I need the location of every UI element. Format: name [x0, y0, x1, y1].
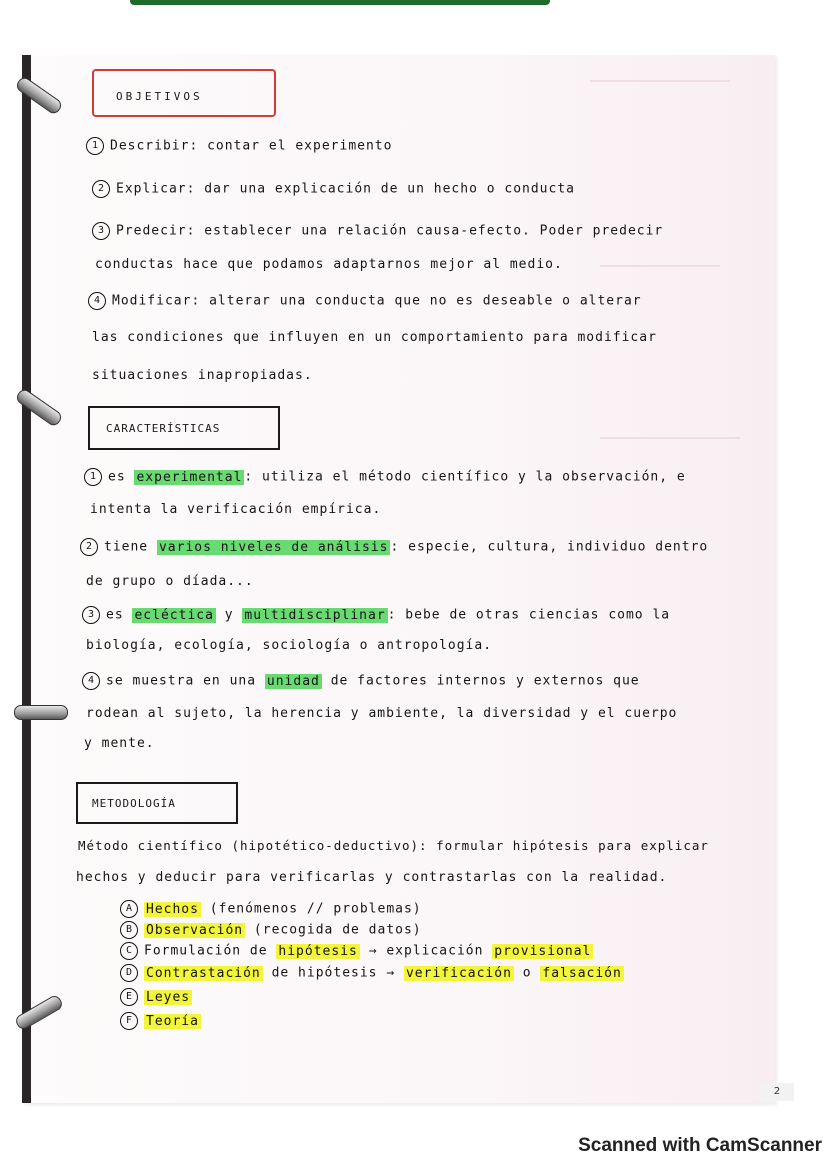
metodologia-step	[120, 988, 192, 1006]
metodologia-title: METODOLOGÍA	[92, 797, 176, 810]
number-badge: 3	[82, 606, 100, 624]
highlight-green: multidisciplinar	[244, 607, 386, 623]
objetivo-line-cont: situaciones inapropiadas.	[92, 368, 313, 383]
caracteristica-line-cont: rodean al sujeto, la herencia y ambiente, la diversidad y el cuerpo	[86, 706, 678, 721]
caracteristica-line-cont: y mente.	[84, 736, 155, 751]
number-badge: 4	[82, 672, 100, 690]
bleed-through	[600, 265, 720, 267]
number-badge: 2	[92, 180, 110, 198]
letter-badge: A	[120, 900, 138, 918]
text: (fenómenos // problemas)	[209, 901, 422, 917]
text: tiene	[104, 539, 149, 555]
objetivo-line	[92, 222, 663, 240]
text: Formulación de	[144, 943, 268, 959]
caracteristica-line	[82, 672, 640, 690]
text: es	[106, 607, 124, 623]
caracteristica-line	[84, 468, 686, 486]
number-badge: 4	[88, 292, 106, 310]
binder-ring	[14, 705, 68, 720]
text: o	[522, 965, 532, 981]
metodologia-step	[120, 942, 593, 960]
caracteristica-line-cont: intenta la verificación empírica.	[90, 502, 382, 517]
objetivo-line	[86, 137, 392, 155]
objetivo-line-cont: las condiciones que influyen en un comportamiento para modificar	[92, 330, 657, 345]
text: → explicación	[368, 943, 484, 959]
caracteristica-line	[82, 606, 670, 624]
metodologia-step	[120, 964, 624, 982]
objetivo-line-cont: conductas hace que podamos adaptarnos mejor al medio.	[95, 257, 563, 272]
metodologia-step	[120, 1012, 201, 1030]
highlight-green: experimental	[136, 469, 243, 485]
highlight-yellow: Hechos	[146, 901, 199, 917]
letter-badge: B	[120, 921, 138, 939]
text: de factores internos y externos que	[330, 673, 640, 689]
highlight-green: ecléctica	[134, 607, 214, 623]
letter-badge: D	[120, 964, 138, 982]
highlight-yellow: verificación	[405, 965, 512, 981]
letter-badge: E	[120, 988, 138, 1006]
caracteristica-line-cont: de grupo o díada...	[86, 574, 254, 589]
highlight-yellow: hipótesis	[278, 943, 358, 959]
text: se muestra en una	[106, 673, 257, 689]
bleed-through	[600, 437, 740, 439]
bleed-through	[590, 80, 730, 82]
highlight-green: varios niveles de análisis	[158, 539, 389, 555]
metodologia-step	[120, 921, 422, 939]
metodologia-line: Método científico (hipotético-deductivo): formular hipótesis para explicar	[78, 838, 709, 853]
metodologia-line: hechos y deducir para verificarlas y contrastarlas con la realidad.	[76, 870, 668, 885]
objetivo-text: Modificar: alterar una conducta que no es deseable o alterar	[112, 293, 642, 309]
highlight-yellow: Teoría	[146, 1013, 199, 1029]
caracteristicas-title: CARACTERÍSTICAS	[106, 422, 221, 435]
number-badge: 1	[84, 468, 102, 486]
text: y	[224, 607, 234, 623]
text: de hipótesis →	[271, 965, 396, 981]
objetivo-text: Describir: contar el experimento	[110, 138, 393, 154]
scanner-watermark: Scanned with CamScanner	[578, 1135, 822, 1156]
highlight-yellow: provisional	[494, 943, 592, 959]
text: (recogida de datos)	[253, 922, 422, 938]
metodologia-step	[120, 900, 422, 918]
objetivo-text: Predecir: establecer una relación causa-efecto. Poder predecir	[116, 223, 664, 239]
text: : bebe de otras ciencias como la	[387, 607, 671, 623]
text: : especie, cultura, individuo dentro	[390, 539, 709, 555]
highlight-yellow: Contrastación	[146, 965, 261, 981]
highlight-yellow: Leyes	[146, 989, 191, 1005]
letter-badge: F	[120, 1012, 138, 1030]
caracteristica-line	[80, 538, 708, 556]
number-badge: 2	[80, 538, 98, 556]
objetivo-line	[88, 292, 642, 310]
highlight-yellow: Observación	[146, 922, 244, 938]
number-badge: 3	[92, 222, 110, 240]
scanner-top-edge	[130, 0, 550, 5]
highlight-yellow: falsación	[542, 965, 622, 981]
objetivo-line	[92, 180, 575, 198]
highlight-green: unidad	[266, 673, 320, 689]
objetivo-text: Explicar: dar una explicación de un hecho o conducta	[116, 181, 575, 197]
text: : utiliza el método científico y la observación, e	[244, 469, 686, 485]
number-badge: 1	[86, 137, 104, 155]
page-number: 2	[760, 1083, 794, 1101]
text: es	[108, 469, 126, 485]
caracteristica-line-cont: biología, ecología, sociología o antropología.	[86, 638, 493, 653]
letter-badge: C	[120, 942, 138, 960]
objetivos-title: OBJETIVOS	[116, 90, 203, 103]
